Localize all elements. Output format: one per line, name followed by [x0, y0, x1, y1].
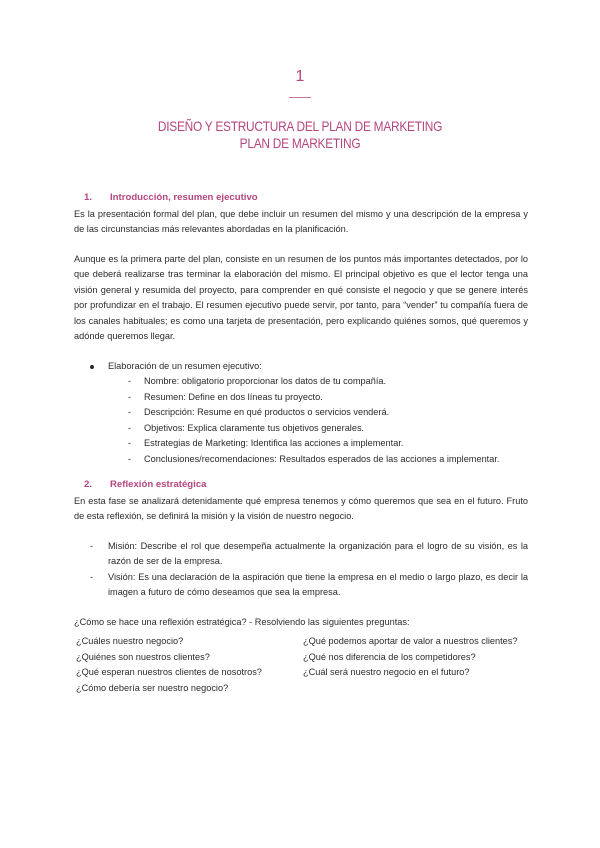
- title-line-2: PLAN DE MARKETING: [239, 135, 361, 151]
- section-1-number: 1.: [84, 192, 93, 203]
- section-2-heading: [74, 477, 528, 493]
- questions-left-column: [74, 634, 301, 696]
- section-2-title: Reflexión estratégica: [110, 479, 207, 490]
- section-1-paragraph-1: Es la presentación formal del plan, que debe incluir un resumen del mismo y una descripción de la empresa y de las circunstancias más relevantes abordadas en la planificación.: [74, 208, 528, 234]
- section-2-paragraph-1: En esta fase se analizará detenidamente qué empresa tenemos y cómo queremos que sea en el futuro. Fruto de esta reflexión, se definirá la misión y la visión de nuestro negocio.: [74, 495, 528, 521]
- list-item: - Descripción: Resume en qué productos o servicios venderá.: [74, 405, 528, 421]
- questions-right-column: [301, 634, 528, 696]
- question-item: ¿Qué nos diferencia de los competidores?: [303, 651, 476, 662]
- section-2-number: 2.: [84, 479, 93, 490]
- bullet-list: [74, 359, 528, 375]
- page-number: 1: [295, 68, 305, 85]
- question-item: ¿Cuál será nuestro negocio en el futuro?: [303, 667, 470, 677]
- questions-intro: ¿Cómo se hace una reflexión estratégica? - Resolviendo las siguientes preguntas:: [74, 616, 410, 627]
- list-item: - Conclusiones/recomendaciones: Resultados esperados de las acciones a implementar.: [74, 452, 528, 468]
- document-body: [74, 190, 528, 696]
- list-item: - Resumen: Define en dos líneas tu proyecto.: [74, 390, 528, 406]
- question-item: ¿Cuáles nuestro negocio?: [76, 636, 184, 646]
- section-1-title: Introducción, resumen ejecutivo: [110, 192, 258, 203]
- question-item: ¿Qué podemos aportar de valor a nuestros clientes?: [303, 636, 518, 646]
- question-item: ¿Qué esperan nuestros clientes de nosotros?: [76, 667, 262, 677]
- question-item: ¿Cómo debería ser nuestro negocio?: [76, 682, 229, 693]
- list-item: - Objetivos: Explica claramente tus objetivos generales.: [74, 421, 528, 437]
- section-1-paragraph-2: Aunque es la primera parte del plan, consiste en un resumen de los puntos más importantes detectados, por lo que deberá realizarse tras terminar la elaboración del mismo. El principal objetivo es que el lector tenga una visión general y resumida del proyecto, para comprender en qué consiste el negocio y que se genere interés por profundizar en el trabajo. El resumen ejecutivo puede servir, por tanto, para “vender” tu compañía fuera de los canales habituales; es como una tarjeta de presentación, pero explicando quiénes somos, qué queremos y adónde queremos llegar.: [74, 253, 528, 341]
- title-line-1: DISEÑO Y ESTRUCTURA DEL PLAN DE MARKETING: [157, 118, 443, 134]
- bullet-item: Elaboración de un resumen ejecutivo:: [74, 359, 528, 375]
- list-item: - Visión: Es una declaración de la aspiración que tiene la empresa en el medio o largo plazo, es decir la imagen a futuro de cómo deseamos que sea la empresa.: [74, 570, 528, 601]
- list-item: - Misión: Describe el rol que desempeña actualmente la organización para el logro de su visión, es la razón de ser de la empresa.: [74, 539, 528, 570]
- list-item: - Nombre: obligatorio proporcionar los datos de tu compañía.: [74, 374, 528, 390]
- page-number-underline: [289, 97, 311, 98]
- mission-vision-list: [74, 539, 528, 601]
- document-title: [0, 118, 600, 152]
- questions-grid: [74, 634, 528, 696]
- summary-subitems: [74, 374, 528, 467]
- section-1-heading: [74, 190, 528, 206]
- question-item: ¿Quiénes son nuestros clientes?: [76, 651, 210, 662]
- list-item: - Estrategias de Marketing: Identifica las acciones a implementar.: [74, 436, 528, 452]
